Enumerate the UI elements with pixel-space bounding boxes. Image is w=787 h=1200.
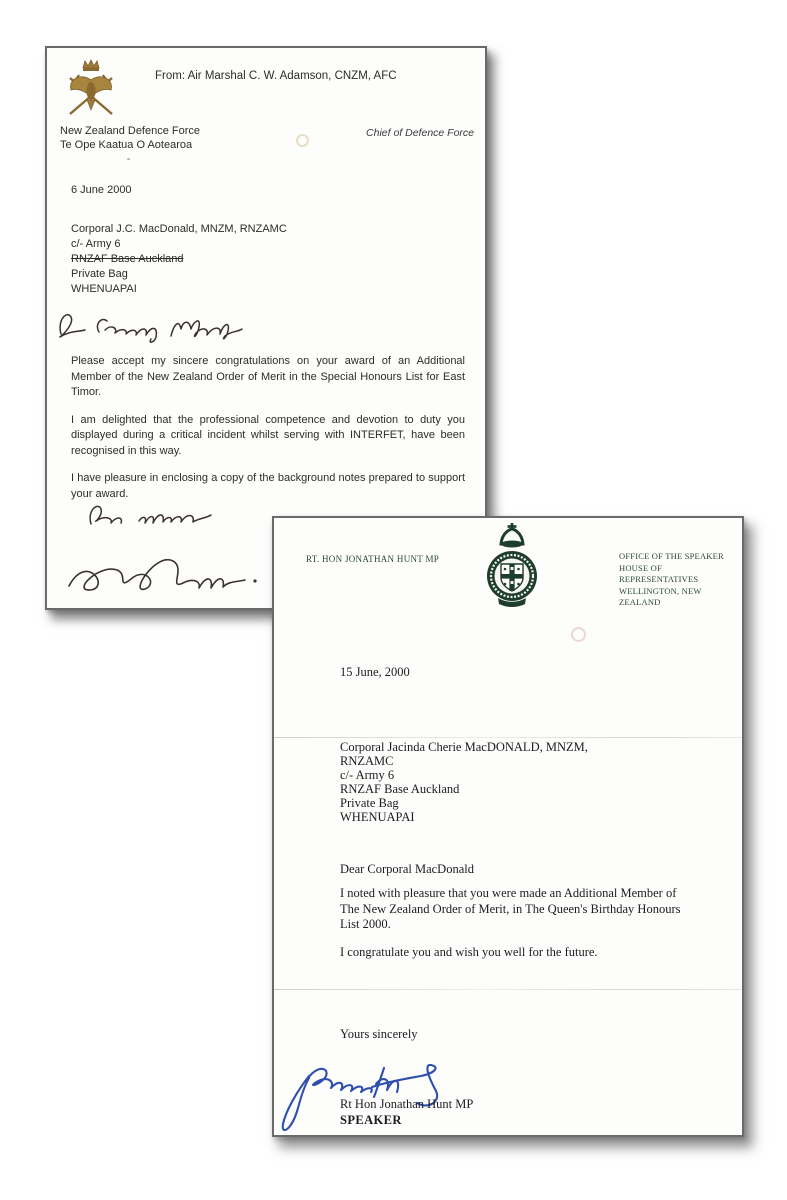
address-line: Private Bag xyxy=(71,268,128,280)
body-paragraph: I congratulate you and wish you well for the future. xyxy=(340,944,598,959)
recipient-address xyxy=(340,740,588,824)
address-line: RNZAMC xyxy=(340,754,394,768)
header-office-line3: WELLINGTON, NEW ZEALAND xyxy=(619,585,702,607)
address-line: Private Bag xyxy=(340,796,399,810)
body-paragraph: I noted with pleasure that you were made an Additional Member of The New Zealand Order of Merit, in The Queen's Birthday Honours List 2000. xyxy=(340,886,681,931)
address-line: WHENUAPAI xyxy=(340,810,415,824)
handwritten-signature xyxy=(59,544,274,598)
nzdf-crest-icon xyxy=(62,58,120,122)
address-line: WHENUAPAI xyxy=(71,283,137,295)
address-line: c/- Army 6 xyxy=(340,768,395,782)
letter-speaker-page xyxy=(272,516,744,1137)
paper-stain xyxy=(571,627,586,642)
letter-body xyxy=(340,886,694,972)
body-paragraph: I am delighted that the professional competence and devotion to duty you displayed during a critical incident whilst serving with INTERFET, have been recognised in this way. xyxy=(71,413,465,457)
org-name-line1: New Zealand Defence Force xyxy=(60,125,201,137)
house-of-representatives-crest-icon xyxy=(484,522,540,612)
body-paragraph: Please accept my sincere congratulations on your award of an Additional Member of the New Zealand Order of Merit in the Special Honours List for East Timor. xyxy=(71,355,465,398)
header-office-block xyxy=(619,551,742,609)
paper-stain xyxy=(296,134,309,147)
address-line: Corporal Jacinda Cherie MacDONALD, MNZM, xyxy=(340,740,588,754)
signer-name: Rt Hon Jonathan Hunt MP xyxy=(340,1097,474,1111)
paper-fold-line xyxy=(274,737,742,738)
header-sender-name: RT. HON JONATHAN HUNT MP xyxy=(306,554,440,564)
letter-date: 15 June, 2000 xyxy=(340,665,410,679)
paper-speck xyxy=(127,158,130,160)
body-paragraph: I have pleasure in enclosing a copy of the background notes prepared to support your award. xyxy=(71,472,465,500)
header-office-line1: OFFICE OF THE SPEAKER xyxy=(619,551,724,561)
address-line: c/- Army 6 xyxy=(71,238,121,250)
org-name-block xyxy=(60,124,200,152)
handwritten-salutation xyxy=(55,304,265,346)
handwritten-closing xyxy=(83,498,223,532)
sender-title: Chief of Defence Force xyxy=(366,127,474,139)
recipient-address xyxy=(71,222,287,297)
letter-body xyxy=(71,354,465,514)
closing: Yours sincerely xyxy=(340,1027,418,1041)
header-office-line2: HOUSE OF REPRESENTATIVES xyxy=(619,562,699,584)
paper-fold-line xyxy=(274,989,742,990)
salutation: Dear Corporal MacDonald xyxy=(340,862,474,876)
address-line: RNZAF Base Auckland xyxy=(340,782,460,796)
letter-date: 6 June 2000 xyxy=(71,184,132,196)
signer-title: SPEAKER xyxy=(340,1113,402,1127)
address-line-struck: RNZAF Base Auckland xyxy=(71,253,184,265)
address-line: Corporal J.C. MacDonald, MNZM, RNZAMC xyxy=(71,223,287,235)
org-name-line2: Te Ope Kaatua O Aotearoa xyxy=(60,139,193,151)
from-line: From: Air Marshal C. W. Adamson, CNZM, AFC xyxy=(155,70,397,82)
